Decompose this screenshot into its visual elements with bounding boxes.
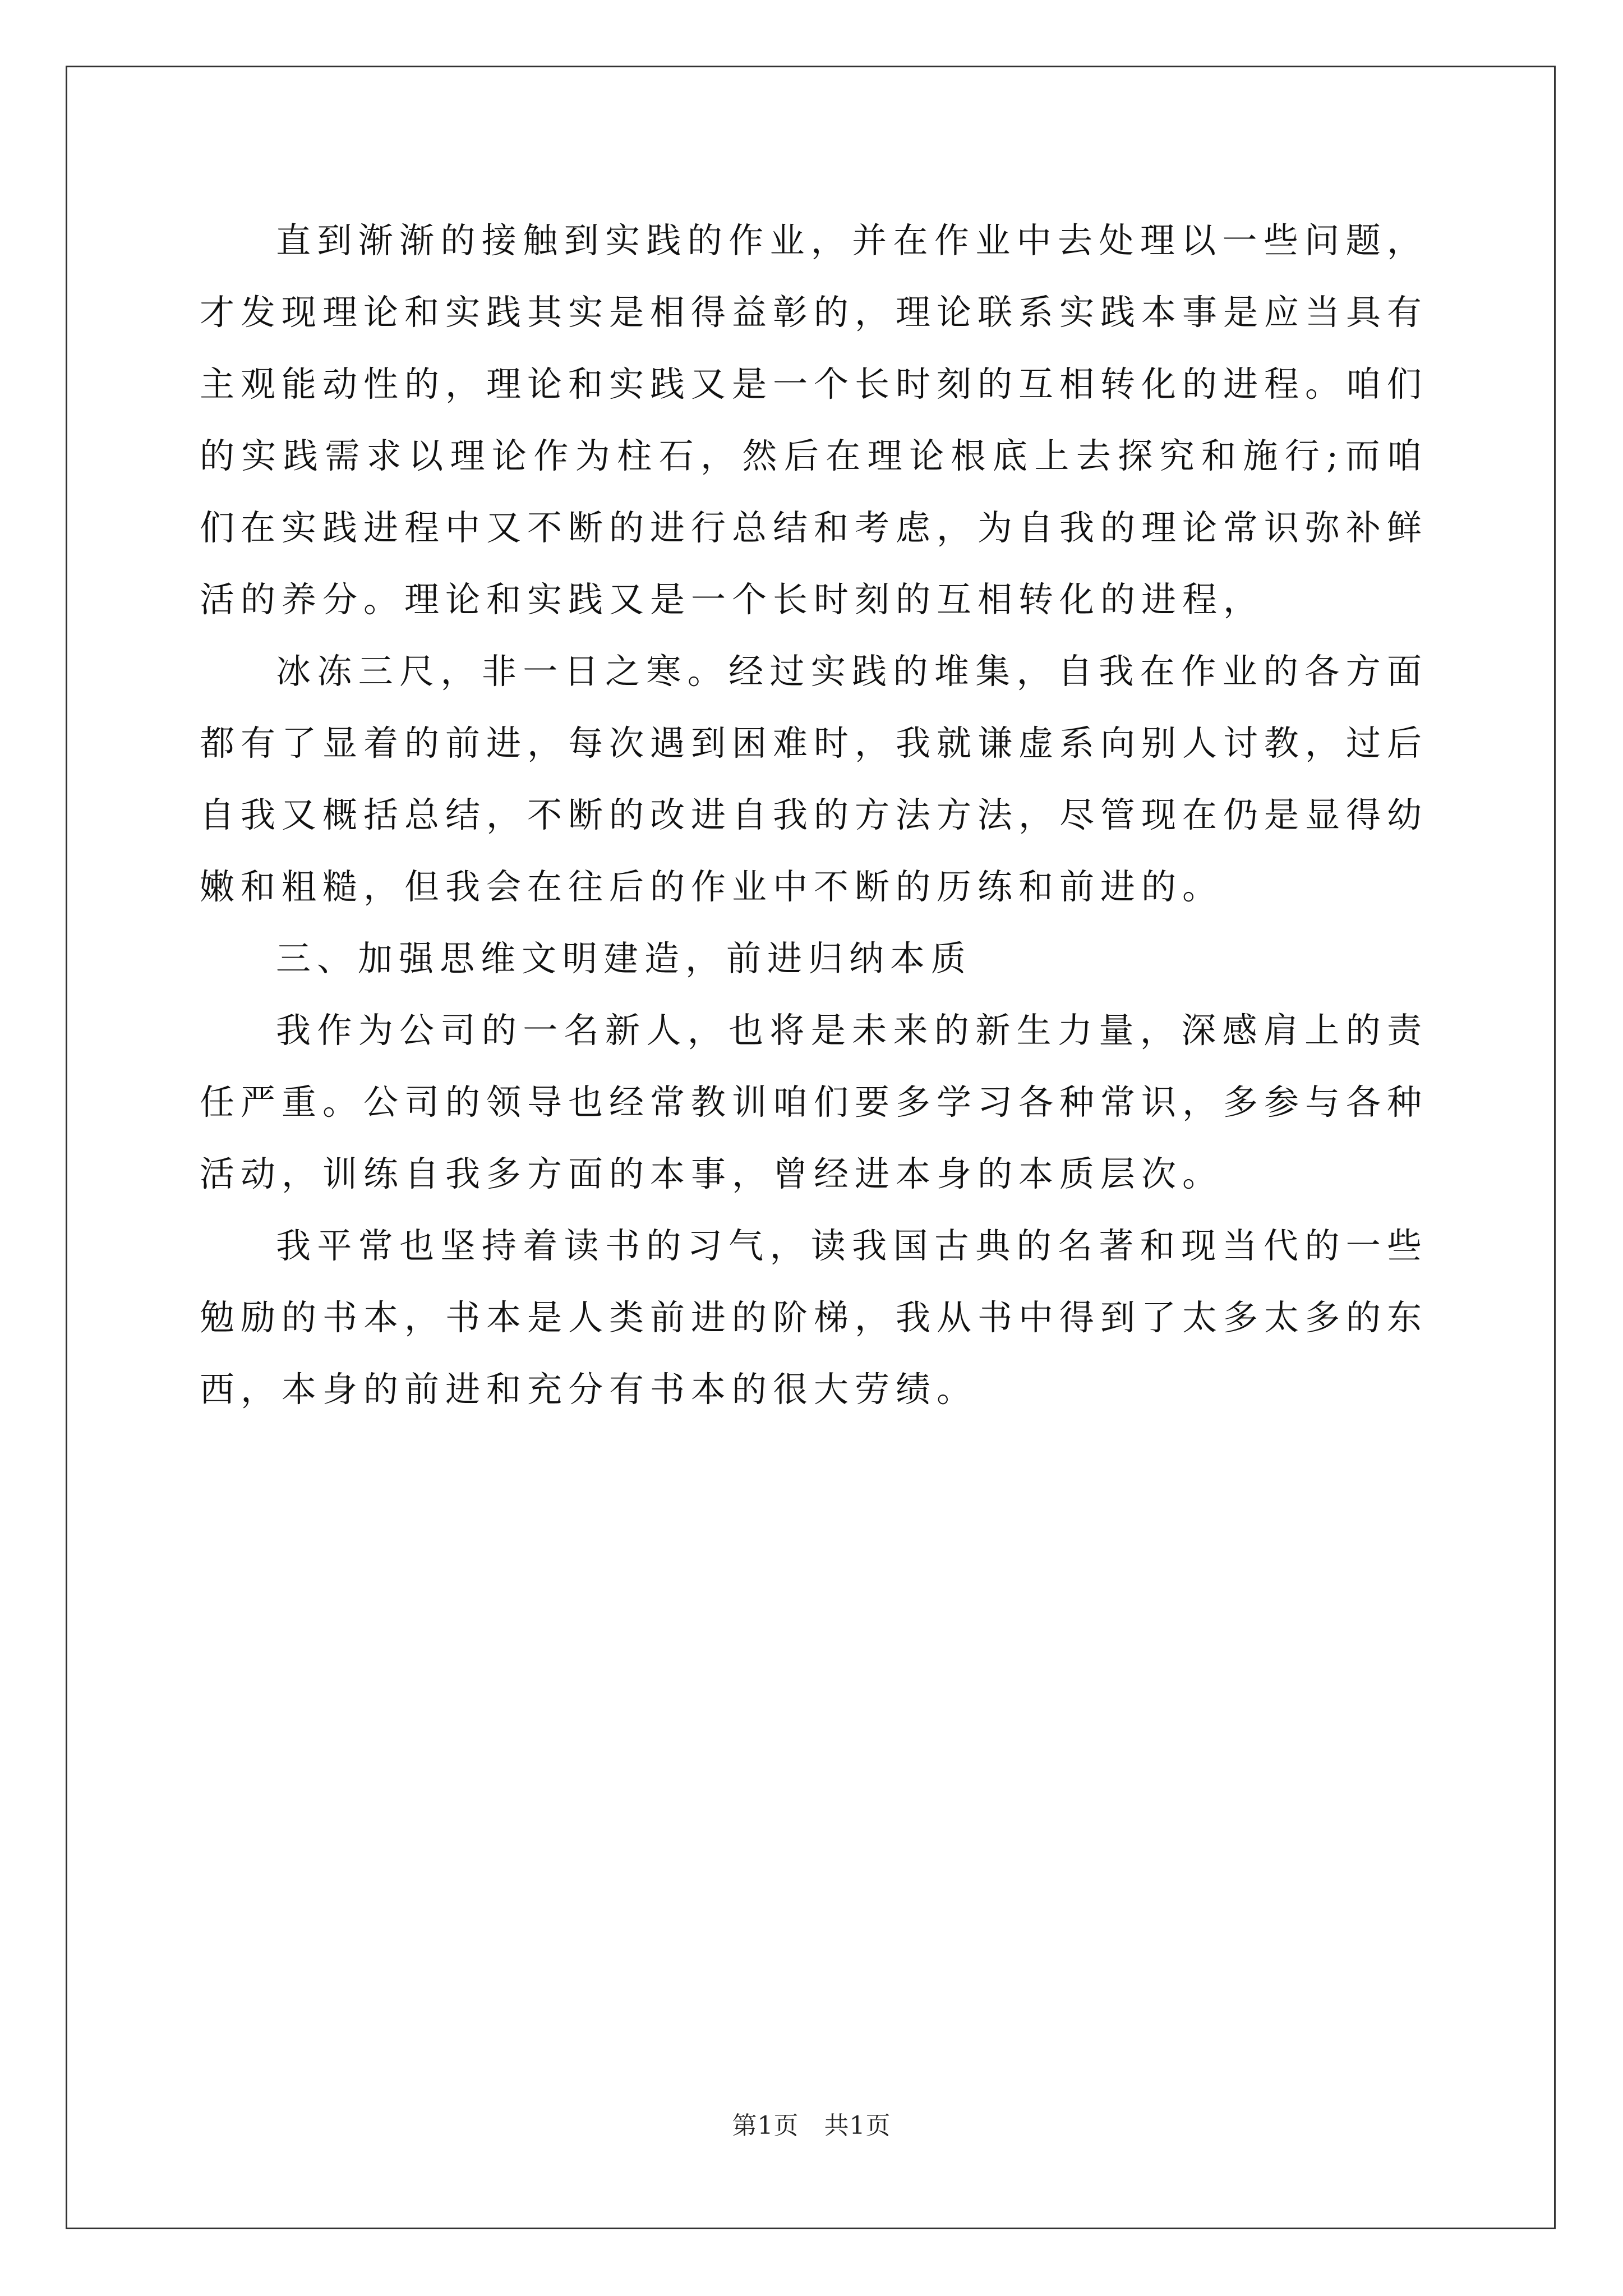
section-heading: 三、加强思维文明建造，前进归纳本质 (276, 938, 972, 979)
paragraph-theory-practice: 直到渐渐的接触到实践的作业，并在作业中去处理以一些问题，才发现理论和实践其实是相得益彰的，理论联系实践本事是应当具有主观能动性的，理论和实践又是一个长时刻的互相转化的进程。咱们的实践需求以理论作为柱石，然后在理论根底上去探究和施行;而咱们在实践进程中又不断的进行总结和考虑，为自我的理论常识弥补鲜活的养分。理论和实践又是一个长时刻的互相转化的进程， (200, 220, 1428, 620)
paragraph-new-employee: 我作为公司的一名新人，也将是未来的新生力量，深感肩上的责任严重。公司的领导也经常教训咱们要多学习各种常识，多参与各种活动，训练自我多方面的本事，曾经进本身的本质层次。 (200, 1010, 1428, 1194)
page-number: 第1页 (732, 2111, 799, 2140)
paragraph-accumulation: 冰冻三尺，非一日之寒。经过实践的堆集，自我在作业的各方面都有了显着的前进，每次遇到困难时，我就谦虚系向别人讨教，过后自我又概括总结，不断的改进自我的方法方法，尽管现在仍是显得幼嫩和粗糙，但我会在往后的作业中不断的历练和前进的。 (200, 651, 1428, 907)
paragraph-reading: 我平常也坚持着读书的习气，读我国古典的名著和现当代的一些勉励的书本，书本是人类前进的阶梯，我从书中得到了太多太多的东西，本身的前进和充分有书本的很大劳绩。 (200, 1225, 1428, 1410)
page-footer (0, 2109, 1623, 2143)
page-total: 共1页 (824, 2111, 891, 2140)
document-body (200, 205, 1428, 1425)
